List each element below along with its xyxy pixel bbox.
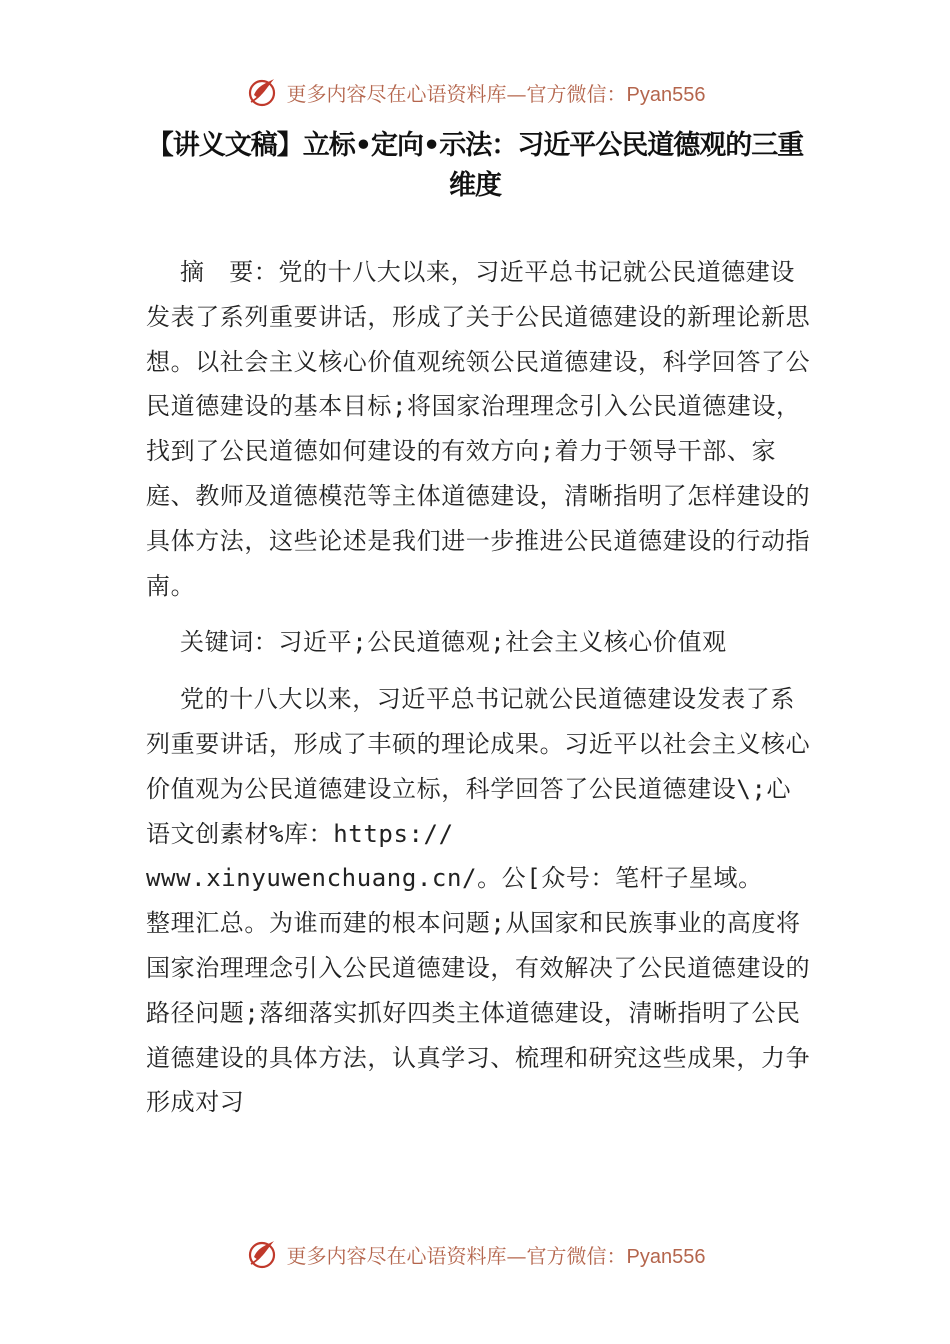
body-paragraph	[146, 677, 811, 1125]
keywords-paragraph: 关键词：习近平;公民道德观;社会主义核心价值观	[180, 628, 727, 657]
body-rest: 整理汇总。为谁而建的根本问题;从国家和民族事业的高度将国家治理理念引入公民道德建设，有效解决了公民道德建设的路径问题;落细落实抓好四类主体道德建设，清晰指明了公民道德建设的具体方法，认真学习、梳理和研究这些成果，力争形成对习	[146, 909, 811, 1117]
title-line-1: 【讲义文稿】立标•定向•示法：习近平公民道德观的三重	[146, 130, 804, 161]
document-title	[140, 126, 810, 206]
abstract-paragraph: 摘 要：党的十八大以来，习近平总书记就公民道德建设发表了系列重要讲话，形成了关于公民道德建设的新理论新思想。以社会主义核心价值观统领公民道德建设，科学回答了公民道德建设的基本目标;将国家治理理念引入公民道德建设，找到了公民道德如何建设的有效方向;着力于领导干部、家庭、教师及道德模范等主体道德建设，清晰指明了怎样建设的具体方法，这些论述是我们进一步推进公民道德建设的行动指南。	[146, 258, 811, 600]
banner-contact: Pyan556	[626, 83, 706, 106]
title-line-2: 维度	[449, 170, 501, 201]
banner-label: 更多内容尽在心语资料库—官方微信：	[286, 1243, 627, 1268]
logo-icon	[245, 1237, 279, 1271]
header-banner	[0, 72, 950, 112]
banner-label: 更多内容尽在心语资料库—官方微信：	[286, 81, 627, 106]
document-body	[146, 250, 811, 1125]
banner-text	[287, 1240, 706, 1269]
banner-contact: Pyan556	[626, 1245, 706, 1268]
footer-banner	[0, 1234, 950, 1274]
body-intro: 党的十八大以来，习近平总书记就公民道德建设发表了系列重要讲话，形成了丰硕的理论成果。习近平以社会主义核心价值观为公民道德建设立标，科学回答了公民道德建设\;心语文创素材%库：https://	[146, 685, 811, 848]
banner-text	[287, 78, 706, 107]
logo-icon	[245, 75, 279, 109]
body-url: www.xinyuwenchuang.cn/。公[众号：笔杆子星域。	[146, 864, 763, 893]
